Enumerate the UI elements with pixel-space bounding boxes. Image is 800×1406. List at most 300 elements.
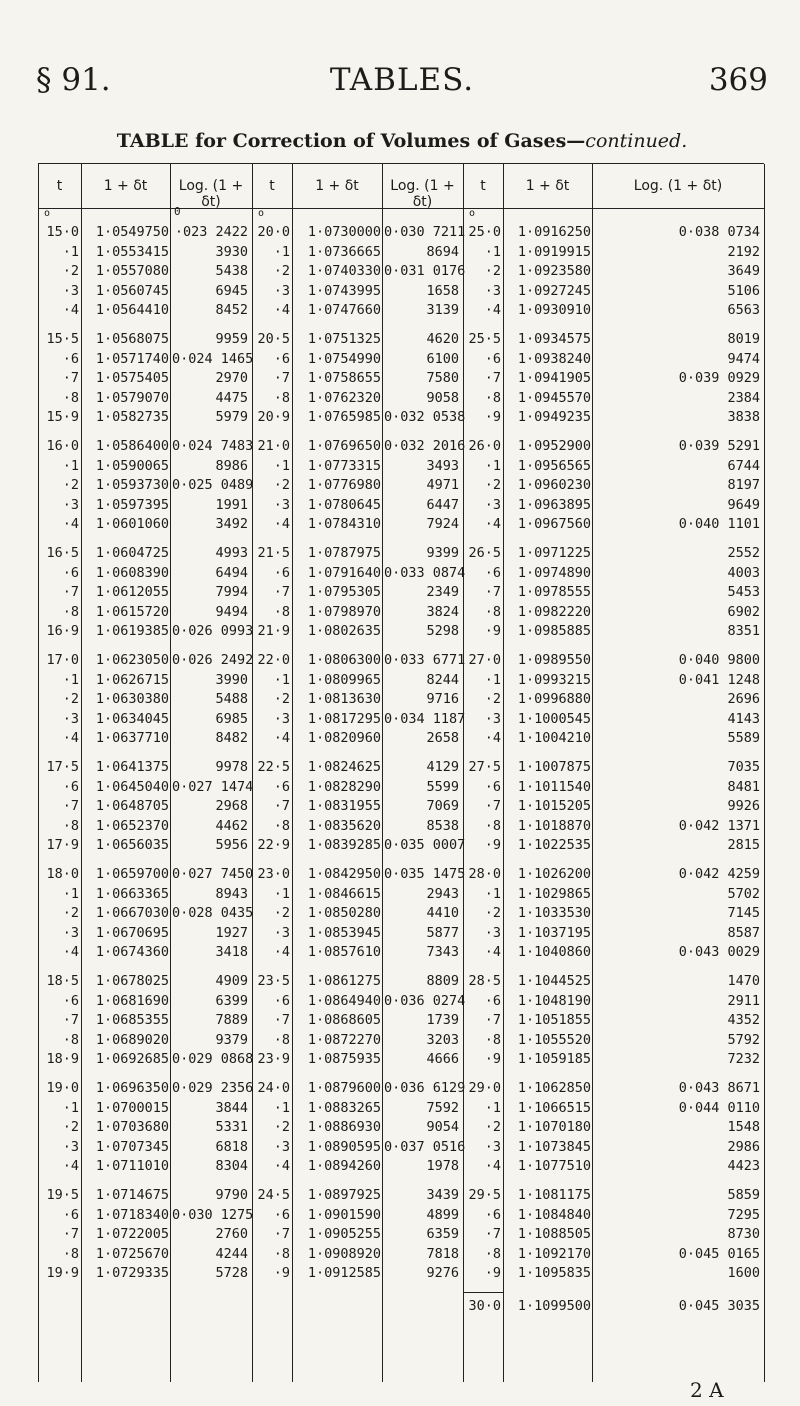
table-cell: 1·0872270 xyxy=(307,1031,381,1048)
column-header: Log. (1 + δt) xyxy=(633,178,723,194)
table-cell: ·3 xyxy=(62,496,79,513)
table-cell: ·8 xyxy=(484,389,501,406)
table-cell: 0·040 9800 xyxy=(678,652,760,668)
table-cell: 1·1099500 xyxy=(517,1298,591,1314)
table-cell: 20·9 xyxy=(257,409,290,425)
table-cell: 1600 xyxy=(727,1265,760,1281)
table-cell: ·3 xyxy=(62,924,79,941)
table-cell: 22·9 xyxy=(257,837,290,853)
table-cell: 1·0952900 xyxy=(517,438,591,454)
column-header: Log. (1 + δt) xyxy=(178,178,244,210)
table-cell: 2943 xyxy=(426,885,459,902)
table-cell: 1·0919915 xyxy=(517,243,591,260)
column-rule xyxy=(592,164,593,1382)
table-cell: 19·9 xyxy=(46,1265,79,1281)
table-cell: 3930 xyxy=(215,243,248,260)
table-cell: 6902 xyxy=(727,603,760,620)
table-cell: ·7 xyxy=(62,1226,79,1242)
table-cell: ·4 xyxy=(484,730,501,746)
table-cell: ·2 xyxy=(62,905,79,921)
table-cell: 1·0927245 xyxy=(517,282,591,299)
table-cell: ·2 xyxy=(484,1119,501,1135)
table-cell: 9649 xyxy=(727,496,760,513)
table-cell: 0·035 1475 xyxy=(384,866,466,882)
table-cell: ·3 xyxy=(484,282,501,299)
table-cell: ·023 2422 xyxy=(174,224,248,240)
table-cell: 1·0831955 xyxy=(307,798,381,814)
table-cell: ·8 xyxy=(273,1031,290,1048)
table-cell: 21·9 xyxy=(257,623,290,639)
table-cell: ·9 xyxy=(484,837,501,853)
table-cell: 16·0 xyxy=(46,438,79,454)
table-cell: 1·0722005 xyxy=(95,1226,169,1242)
table-cell: ·6 xyxy=(62,350,79,367)
table-cell: 1·0945570 xyxy=(517,389,591,406)
table-cell: 1·0641375 xyxy=(95,759,169,775)
table-cell: 8730 xyxy=(727,1226,760,1242)
table-cell: 1·1081175 xyxy=(517,1187,591,1203)
table-cell: 1·0575405 xyxy=(95,370,169,386)
table-cell: 0·043 8671 xyxy=(678,1080,760,1096)
table-cell: 9058 xyxy=(426,389,459,406)
table-cell: ·4 xyxy=(273,1158,290,1174)
table-cell: ·1 xyxy=(484,885,501,902)
table-cell: 0·034 1187 xyxy=(384,710,466,727)
table-cell: 9926 xyxy=(727,798,760,814)
table-cell: 1·0868605 xyxy=(307,1012,381,1028)
table-cell: 1·1059185 xyxy=(517,1051,591,1067)
table-cell: 15·9 xyxy=(46,409,79,425)
table-cell: 1·0667030 xyxy=(95,905,169,921)
degree-mark: o xyxy=(258,208,265,219)
table-cell: 0·045 3035 xyxy=(678,1298,760,1314)
table-cell: 1·0696350 xyxy=(95,1080,169,1096)
table-cell: 0·024 1465 xyxy=(172,350,254,367)
table-cell: ·2 xyxy=(273,905,290,921)
table-cell: 8244 xyxy=(426,671,459,688)
table-cell: 1·1040860 xyxy=(517,944,591,960)
table-cell: 1·0890595 xyxy=(307,1138,381,1155)
table-cell: 3838 xyxy=(727,409,760,425)
table-cell: 1·1095835 xyxy=(517,1265,591,1281)
table-cell: 8481 xyxy=(727,778,760,795)
table-cell: 3844 xyxy=(215,1099,248,1116)
table-cell: 0·031 0176 xyxy=(384,263,466,279)
table-cell: ·7 xyxy=(484,1226,501,1242)
table-cell: 1·0707345 xyxy=(95,1138,169,1155)
table-cell: ·6 xyxy=(273,778,290,795)
table-cell: 1·0956565 xyxy=(517,457,591,474)
table-cell: 9494 xyxy=(215,603,248,620)
table-cell: 3418 xyxy=(215,944,248,960)
table-cell: ·8 xyxy=(273,389,290,406)
table-cell: 8538 xyxy=(426,817,459,834)
column-header: t xyxy=(269,178,275,194)
table-cell: ·6 xyxy=(484,1206,501,1223)
table-cell: 3492 xyxy=(215,516,248,532)
table-cell: 9054 xyxy=(426,1119,459,1135)
table-cell: 5728 xyxy=(215,1265,248,1281)
table-cell: 16·5 xyxy=(46,545,79,561)
table-cell: 1·0780645 xyxy=(307,496,381,513)
table-cell: ·7 xyxy=(62,584,79,600)
table-cell: 1·1033530 xyxy=(517,905,591,921)
column-header: Log. (1 + δt) xyxy=(390,178,455,210)
table-cell: 17·0 xyxy=(46,652,79,668)
table-cell: 9978 xyxy=(215,759,248,775)
table-cell: 0·039 0929 xyxy=(678,370,760,386)
column-header: t xyxy=(56,178,63,194)
table-cell: 0·028 0435 xyxy=(172,905,254,921)
table-cell: 6818 xyxy=(215,1138,248,1155)
table-cell: 0·039 5291 xyxy=(678,438,760,454)
table-cell: 7295 xyxy=(727,1206,760,1223)
table-cell: 1·0754990 xyxy=(307,350,381,367)
table-cell: 0·024 7483 xyxy=(172,438,254,454)
table-cell: 7592 xyxy=(426,1099,459,1116)
table-cell: 21·5 xyxy=(257,545,290,561)
table-cell: 7889 xyxy=(215,1012,248,1028)
table-title-main: TABLE for Correction of Volumes of Gases— xyxy=(116,130,586,152)
table-cell: 6744 xyxy=(727,457,760,474)
table-cell: 1·0773315 xyxy=(307,457,381,474)
table-cell: ·6 xyxy=(273,992,290,1009)
table-cell: ·7 xyxy=(62,1012,79,1028)
table-cell: ·4 xyxy=(273,516,290,532)
table-cell: 7069 xyxy=(426,798,459,814)
table-cell: 1548 xyxy=(727,1119,760,1135)
section-number: § 91. xyxy=(36,62,111,98)
running-head: TABLES. xyxy=(329,62,475,98)
table-cell: 1·0949235 xyxy=(517,409,591,425)
table-cell: 3824 xyxy=(426,603,459,620)
table-cell: 2384 xyxy=(727,389,760,406)
table-cell: 8351 xyxy=(727,623,760,639)
table-cell: 4129 xyxy=(426,759,459,775)
table-cell: 1·1011540 xyxy=(517,778,591,795)
table-cell: 1978 xyxy=(426,1158,459,1174)
table-cell: ·2 xyxy=(273,263,290,279)
table-cell: 9790 xyxy=(215,1187,248,1203)
table-cell: ·9 xyxy=(273,1265,290,1281)
table-cell: 15·0 xyxy=(46,224,79,240)
table-cell: 9959 xyxy=(215,331,248,347)
table-cell: 27·0 xyxy=(468,652,501,668)
table-cell: ·2 xyxy=(484,477,501,493)
column-rule xyxy=(503,164,504,1382)
table-cell: 1·0674360 xyxy=(95,944,169,960)
table-cell: 1·0938240 xyxy=(517,350,591,367)
table-cell: 1·0725670 xyxy=(95,1245,169,1262)
table-cell: ·6 xyxy=(484,564,501,581)
table-cell: ·8 xyxy=(273,817,290,834)
table-cell: ·7 xyxy=(484,798,501,814)
table-cell: 1·0615720 xyxy=(95,603,169,620)
table-cell: 1·1018870 xyxy=(517,817,591,834)
table-cell: 1·0549750 xyxy=(95,224,169,240)
table-cell: 1·0846615 xyxy=(307,885,381,902)
table-cell: ·9 xyxy=(484,1265,501,1281)
table-cell: 1·1015205 xyxy=(517,798,591,814)
table-cell: 1·0934575 xyxy=(517,331,591,347)
table-cell: ·1 xyxy=(273,243,290,260)
table-body xyxy=(38,205,764,1382)
table-cell: 1·1055520 xyxy=(517,1031,591,1048)
table-cell: 5438 xyxy=(215,263,248,279)
table-cell: 0·038 0734 xyxy=(678,224,760,240)
table-cell: 1·0996880 xyxy=(517,691,591,707)
table-cell: ·6 xyxy=(62,778,79,795)
table-cell: 0·037 0516 xyxy=(384,1138,466,1155)
table-cell: 1·0875935 xyxy=(307,1051,381,1067)
table-cell: ·8 xyxy=(484,1245,501,1262)
table-cell: 1·0582735 xyxy=(95,409,169,425)
table-cell: 28·5 xyxy=(468,973,501,989)
table-cell: 1·0985885 xyxy=(517,623,591,639)
table-cell: ·2 xyxy=(62,691,79,707)
table-cell: 9716 xyxy=(426,691,459,707)
table-cell: 1·0678025 xyxy=(95,973,169,989)
table-cell: 6359 xyxy=(426,1226,459,1242)
table-cell: ·1 xyxy=(273,885,290,902)
table-cell: 7232 xyxy=(727,1051,760,1067)
table-cell: 1·1000545 xyxy=(517,710,591,727)
table-cell: 1·0908920 xyxy=(307,1245,381,1262)
column-rule xyxy=(382,164,383,1382)
table-cell: 4666 xyxy=(426,1051,459,1067)
table-cell: 0·026 2492 xyxy=(172,652,254,668)
table-cell: 9379 xyxy=(215,1031,248,1048)
table-cell: 4971 xyxy=(426,477,459,493)
table-cell: 1·0806300 xyxy=(307,652,381,668)
table-cell: 1·0685355 xyxy=(95,1012,169,1028)
table-cell: 1·1073845 xyxy=(517,1138,591,1155)
table-cell: 0·027 1474 xyxy=(172,778,254,795)
table-cell: 4909 xyxy=(215,973,248,989)
table-cell: 4423 xyxy=(727,1158,760,1174)
table-cell: 1·0828290 xyxy=(307,778,381,795)
table-cell: 0·025 0489 xyxy=(172,477,254,493)
table-cell: 1·0608390 xyxy=(95,564,169,581)
table-cell: ·6 xyxy=(62,992,79,1009)
table-cell: 1·0886930 xyxy=(307,1119,381,1135)
table-cell: 1·0769650 xyxy=(307,438,381,454)
table-cell: ·3 xyxy=(273,924,290,941)
table-cell: 15·5 xyxy=(46,331,79,347)
table-cell: ·1 xyxy=(62,243,79,260)
table-cell: 4003 xyxy=(727,564,760,581)
table-cell: ·4 xyxy=(484,302,501,318)
table-cell: 7343 xyxy=(426,944,459,960)
table-cell: 1·1037195 xyxy=(517,924,591,941)
table-cell: ·4 xyxy=(62,302,79,318)
table-cell: 0·043 0029 xyxy=(678,944,760,960)
table-cell: ·3 xyxy=(62,1138,79,1155)
table-cell: ·4 xyxy=(62,1158,79,1174)
table-cell: 6399 xyxy=(215,992,248,1009)
table-cell: 1·1029865 xyxy=(517,885,591,902)
table-cell: 23·9 xyxy=(257,1051,290,1067)
table-cell: 1·0817295 xyxy=(307,710,381,727)
page-header xyxy=(36,62,768,102)
table-cell: ·1 xyxy=(62,671,79,688)
table-cell: ·3 xyxy=(484,496,501,513)
table-cell: 2911 xyxy=(727,992,760,1009)
table-cell: 1·0571740 xyxy=(95,350,169,367)
table-cell: ·6 xyxy=(484,992,501,1009)
table-cell: 1·0765985 xyxy=(307,409,381,425)
table-cell: ·4 xyxy=(273,944,290,960)
table-cell: 1·0612055 xyxy=(95,584,169,600)
table-cell: 0·029 0868 xyxy=(172,1051,254,1067)
table-cell: 8304 xyxy=(215,1158,248,1174)
table-cell: 1·0751325 xyxy=(307,331,381,347)
table-cell: 1·0630380 xyxy=(95,691,169,707)
table-title xyxy=(36,130,768,152)
table-cell: 1·0798970 xyxy=(307,603,381,620)
table-cell: 1·0718340 xyxy=(95,1206,169,1223)
table-cell: ·8 xyxy=(62,389,79,406)
table-cell: 29·5 xyxy=(468,1187,501,1203)
table-cell: 8197 xyxy=(727,477,760,493)
table-cell: 19·5 xyxy=(46,1187,79,1203)
table-cell: 4410 xyxy=(426,905,459,921)
table-cell: ·8 xyxy=(484,603,501,620)
table-cell: 0·036 0274 xyxy=(384,992,466,1009)
table-cell: 1·1051855 xyxy=(517,1012,591,1028)
table-cell: 1·0795305 xyxy=(307,584,381,600)
column-rule xyxy=(252,164,253,1382)
table-cell: 0·041 1248 xyxy=(678,671,760,688)
table-cell: 8986 xyxy=(215,457,248,474)
table-cell: 26·0 xyxy=(468,438,501,454)
table-cell: ·7 xyxy=(273,370,290,386)
table-cell: ·7 xyxy=(273,584,290,600)
table-cell: 1·1048190 xyxy=(517,992,591,1009)
table-cell: ·3 xyxy=(484,924,501,941)
table-cell: 1·0663365 xyxy=(95,885,169,902)
table-cell: 4620 xyxy=(426,331,459,347)
table-cell: ·1 xyxy=(273,1099,290,1116)
table-cell: 1·0586400 xyxy=(95,438,169,454)
table-cell: 0·042 1371 xyxy=(678,817,760,834)
column-header: t xyxy=(480,178,486,194)
table-cell: 18·5 xyxy=(46,973,79,989)
table-cell: 1·1007875 xyxy=(517,759,591,775)
table-cell: 7035 xyxy=(727,759,760,775)
table-cell: 1991 xyxy=(215,496,248,513)
table-cell: ·2 xyxy=(62,1119,79,1135)
table-cell: 1·0857610 xyxy=(307,944,381,960)
table-cell: 5106 xyxy=(727,282,760,299)
table-cell: 2658 xyxy=(426,730,459,746)
table-cell: 1·0700015 xyxy=(95,1099,169,1116)
table-cell: 1·1062850 xyxy=(517,1080,591,1096)
table-cell: 5488 xyxy=(215,691,248,707)
table-cell: ·2 xyxy=(273,477,290,493)
table-cell: ·2 xyxy=(273,691,290,707)
table-cell: 1·0692685 xyxy=(95,1051,169,1067)
table-cell: ·4 xyxy=(273,730,290,746)
table-cell: 0·032 0538 xyxy=(384,409,466,425)
table-cell: 30·0 xyxy=(468,1298,501,1314)
table-cell: 5979 xyxy=(215,409,248,425)
table-cell: 8809 xyxy=(426,973,459,989)
table-cell: 4244 xyxy=(215,1245,248,1262)
table-cell: 0·030 1275 xyxy=(172,1206,254,1223)
column-rule xyxy=(292,164,293,1382)
table-cell: 1·0941905 xyxy=(517,370,591,386)
table-cell: 1·0648705 xyxy=(95,798,169,814)
table-cell: 4993 xyxy=(215,545,248,561)
table-cell: 1·0776980 xyxy=(307,477,381,493)
table-cell: 1·0568075 xyxy=(95,331,169,347)
table-cell: 1·0564410 xyxy=(95,302,169,318)
table-cell: 0·030 7211 xyxy=(384,224,466,240)
table-cell: 8482 xyxy=(215,730,248,746)
table-cell: 22·5 xyxy=(257,759,290,775)
table-cell: ·9 xyxy=(484,409,501,425)
table-cell: ·3 xyxy=(484,1138,501,1155)
table-cell: 1·0730000 xyxy=(307,224,381,240)
column-rule xyxy=(81,164,82,1382)
table-cell: 2986 xyxy=(727,1138,760,1155)
table-cell: 6945 xyxy=(215,282,248,299)
table-cell: 1·0978555 xyxy=(517,584,591,600)
table-cell: 1·0560745 xyxy=(95,282,169,299)
table-cell: ·1 xyxy=(484,1099,501,1116)
table-cell: 0·026 0993 xyxy=(172,623,254,639)
table-cell: 25·0 xyxy=(468,224,501,240)
table-cell: 8943 xyxy=(215,885,248,902)
table-cell: 2760 xyxy=(215,1226,248,1242)
table-cell: 1·0791640 xyxy=(307,564,381,581)
table-cell: 0·033 0874 xyxy=(384,564,466,581)
table-cell: 9474 xyxy=(727,350,760,367)
zero-mark: 0 xyxy=(174,205,181,218)
table-cell: 7994 xyxy=(215,584,248,600)
table-cell: 1·0894260 xyxy=(307,1158,381,1174)
table-cell: 28·0 xyxy=(468,866,501,882)
table-cell: ·1 xyxy=(484,671,501,688)
table-cell: 1·0579070 xyxy=(95,389,169,406)
table-cell: 1·0784310 xyxy=(307,516,381,532)
degree-mark: o xyxy=(469,208,476,219)
table-cell: 1·1088505 xyxy=(517,1226,591,1242)
table-cell: 1·0659700 xyxy=(95,866,169,882)
table-cell: ·2 xyxy=(273,1119,290,1135)
table-cell: ·9 xyxy=(484,1051,501,1067)
table-cell: 24·0 xyxy=(257,1080,290,1096)
table-cell: 4143 xyxy=(727,710,760,727)
table-cell: ·8 xyxy=(273,1245,290,1262)
table-cell: 4352 xyxy=(727,1012,760,1028)
table-cell: 1·0590065 xyxy=(95,457,169,474)
column-rule xyxy=(764,164,765,1382)
table-cell: 3493 xyxy=(426,457,459,474)
table-cell: ·6 xyxy=(62,1206,79,1223)
table-cell: 26·5 xyxy=(468,545,501,561)
table-cell: 7924 xyxy=(426,516,459,532)
table-cell: 5956 xyxy=(215,837,248,853)
table-cell: 1·0623050 xyxy=(95,652,169,668)
table-cell: 1·0974890 xyxy=(517,564,591,581)
table-cell: 7818 xyxy=(426,1245,459,1262)
table-cell: 24·5 xyxy=(257,1187,290,1203)
table-cell: ·8 xyxy=(62,603,79,620)
table-cell: 1·1044525 xyxy=(517,973,591,989)
table-cell: 1927 xyxy=(215,924,248,941)
